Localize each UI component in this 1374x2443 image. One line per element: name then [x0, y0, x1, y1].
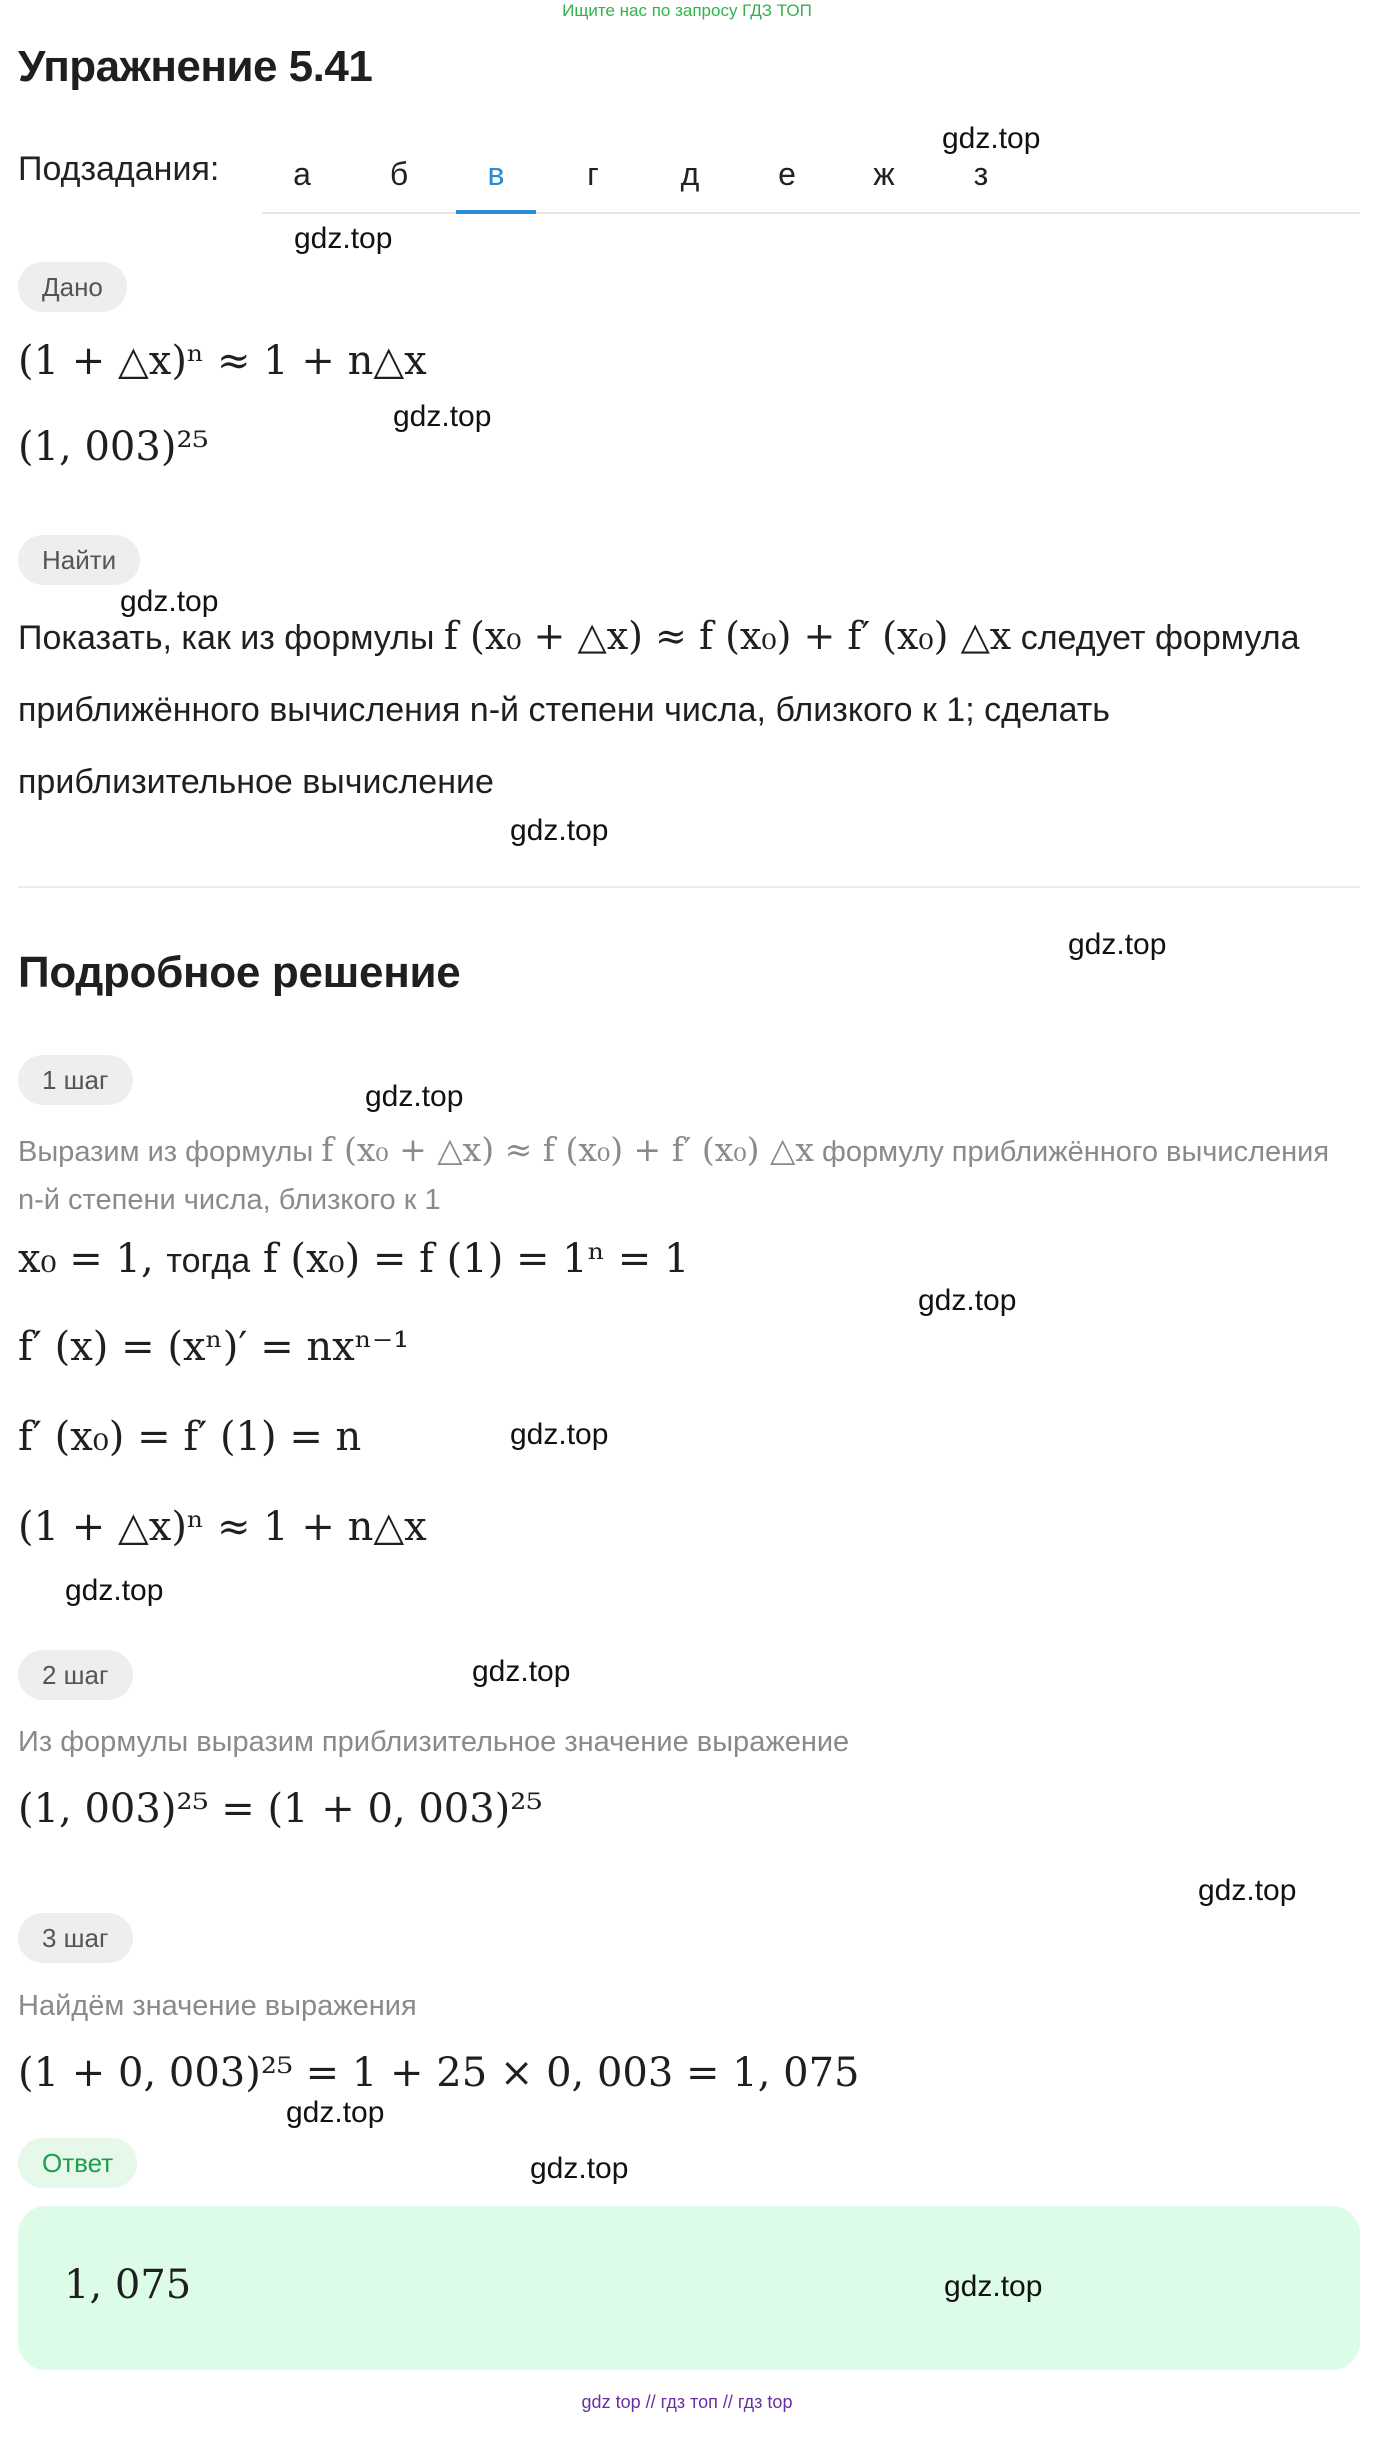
given-formula-2: (1, 003)²⁵ [18, 424, 209, 470]
find-text-after: следует [1020, 619, 1146, 657]
watermark: gdz.top [510, 814, 609, 847]
tab-v[interactable]: в [456, 154, 536, 214]
answer-box [18, 2206, 1360, 2370]
tab-e[interactable]: е [778, 156, 796, 192]
step-3-badge: 3 шаг [18, 1913, 133, 1963]
step-1-badge: 1 шаг [18, 1055, 133, 1105]
tab-g[interactable]: г [587, 156, 599, 192]
step-1-line-1-math-1: x₀ = 1, [18, 1236, 154, 1282]
step-1-line-1-math-2: f (x₀) = f (1) = 1ⁿ = 1 [262, 1236, 690, 1282]
step-1-text-before: Выразим из формулы [18, 1136, 314, 1168]
step-2-badge: 2 шаг [18, 1650, 133, 1700]
step-3-formula: (1 + 0, 003)²⁵ = 1 + 25 × 0, 003 = 1, 075 [18, 2050, 860, 2096]
step-1-line-1-word: тогда [166, 1242, 251, 1280]
step-2-formula: (1, 003)²⁵ = (1 + 0, 003)²⁵ [18, 1786, 543, 1832]
tab-zh[interactable]: ж [873, 156, 895, 192]
watermark: gdz.top [1068, 928, 1167, 961]
watermark: gdz.top [944, 2270, 1043, 2303]
watermark: gdz.top [365, 1080, 464, 1113]
solution-title: Подробное решение [18, 948, 461, 997]
step-2-text: Из формулы выразим приблизительное значение выражение [18, 1726, 850, 1758]
find-text-before: Показать, как из формулы [18, 619, 435, 657]
watermark: gdz.top [918, 1284, 1017, 1317]
given-badge: Дано [18, 262, 127, 312]
subtasks-label: Подзадания: [18, 150, 220, 188]
step-1-line-4: (1 + △x)ⁿ ≈ 1 + n△x [18, 1504, 427, 1550]
step-1-text-after: формулу приближённого [822, 1136, 1158, 1168]
watermark: gdz.top [1198, 1874, 1297, 1907]
tab-d[interactable]: д [680, 156, 700, 192]
footer-links[interactable]: gdz top // гдз топ // гдз top [581, 2392, 793, 2412]
step-1-line-1 [18, 1236, 689, 1282]
tab-b[interactable]: б [389, 156, 409, 192]
tab-a[interactable]: а [293, 156, 311, 192]
watermark: gdz.top [530, 2152, 629, 2185]
watermark: gdz.top [942, 122, 1041, 155]
step-1-text [18, 1126, 1360, 1224]
watermark: gdz.top [393, 400, 492, 433]
watermark: gdz.top [472, 1655, 571, 1688]
find-badge: Найти [18, 535, 140, 585]
watermark: gdz.top [65, 1574, 164, 1607]
step-1-formula: f (x₀ + △x) ≈ f (x₀) + f′ (x₀) △x [321, 1130, 814, 1169]
find-text [18, 600, 1360, 818]
watermark: gdz.top [294, 222, 393, 255]
watermark: gdz.top [286, 2096, 385, 2129]
top-banner: Ищите нас по запросу ГДЗ ТОП [562, 1, 812, 20]
find-formula: f (x₀ + △x) ≈ f (x₀) + f′ (x₀) △x [443, 614, 1012, 658]
given-formula-1: (1 + △x)ⁿ ≈ 1 + n△x [18, 338, 427, 384]
find-text-rest: формула приближённого вычисления n-й степени числа, близкого к 1; сделать приблизительное вычисление [18, 619, 1300, 801]
watermark: gdz.top [120, 585, 219, 618]
step-1-line-2: f′ (x) = (xⁿ)′ = nxⁿ⁻¹ [18, 1324, 410, 1370]
step-3-text: Найдём значение выражения [18, 1990, 417, 2022]
page-title: Упражнение 5.41 [18, 42, 373, 91]
section-divider [18, 886, 1360, 888]
subtask-tabs [262, 132, 1360, 214]
watermark: gdz.top [510, 1418, 609, 1451]
answer-badge: Ответ [18, 2138, 137, 2188]
answer-value: 1, 075 [64, 2262, 192, 2308]
step-1-text-rest: вычисления n-й степени числа, близкого к 1 [18, 1136, 1330, 1216]
step-1-line-3: f′ (x₀) = f′ (1) = n [18, 1414, 362, 1460]
tab-z[interactable]: з [973, 156, 989, 192]
